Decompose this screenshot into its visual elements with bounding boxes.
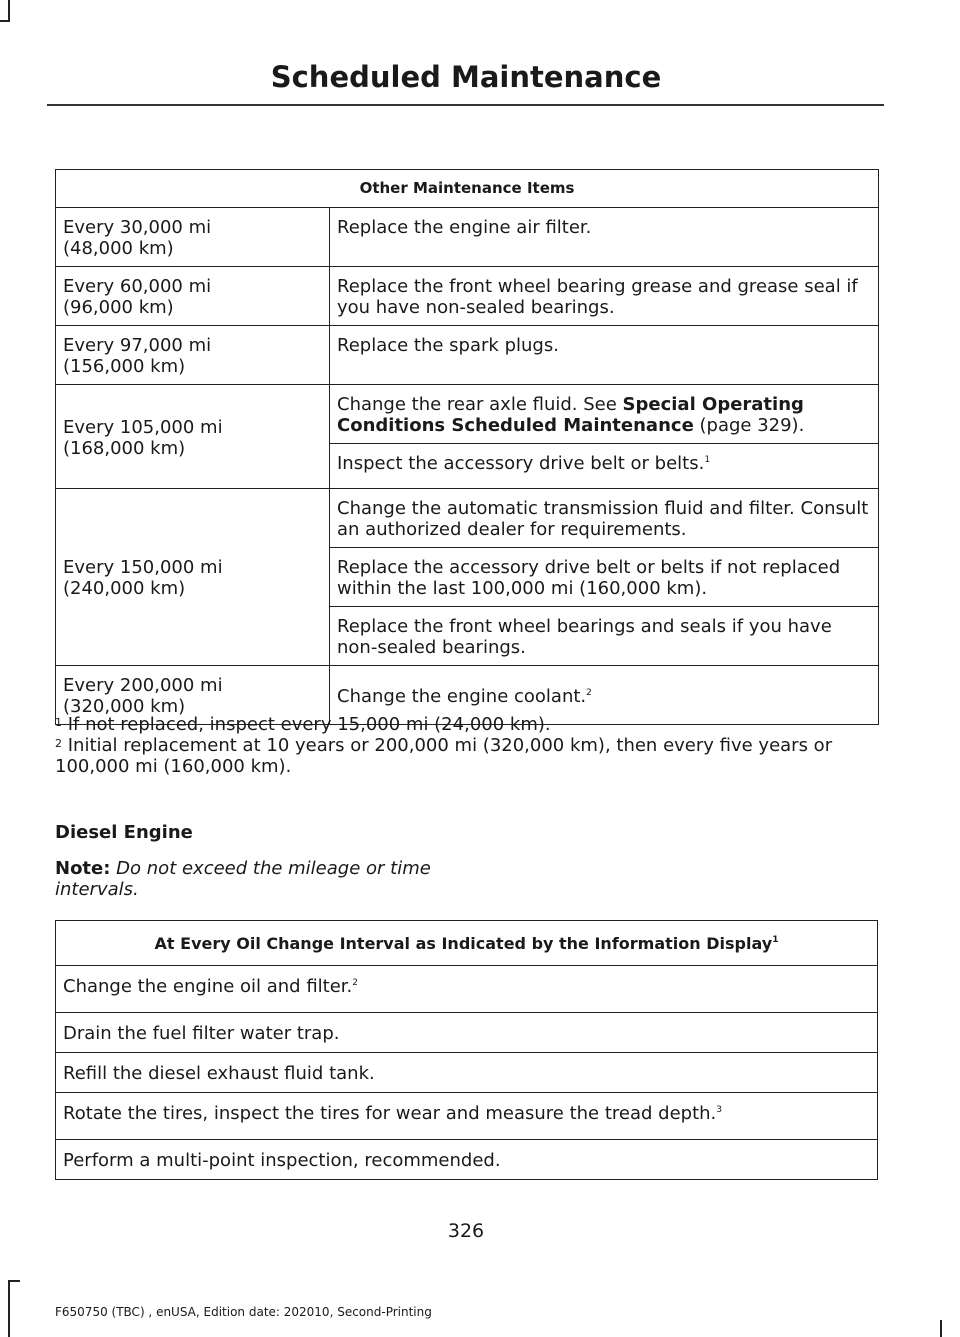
table-row bbox=[56, 1053, 878, 1093]
table-row bbox=[56, 966, 878, 1013]
item-cell: Change the engine oil and filter.$^2$ bbox=[56, 966, 878, 1013]
footnote-2: $^2$ Initial replacement at 10 years or 200,000 mi (320,000 km), then every five years or 100,000 mi (160,000 km). bbox=[55, 735, 833, 777]
item-cell: Replace the spark plugs. bbox=[330, 326, 879, 385]
footnote-marker: 1 bbox=[704, 455, 711, 465]
item-cell: Perform a multi-point inspection, recommended. bbox=[56, 1140, 878, 1180]
interval-cell: Every 60,000 mi (96,000 km) bbox=[56, 267, 330, 326]
table-caption: Other Maintenance Items bbox=[56, 170, 879, 208]
item-cell: Inspect the accessory drive belt or belts.$^1$ bbox=[330, 444, 879, 489]
footnote-marker: 2 bbox=[586, 687, 592, 698]
page-number: 326 bbox=[447, 1220, 485, 1242]
item-cell: Change the engine coolant.$^2$ bbox=[330, 666, 879, 725]
item-cell: Change the automatic transmission fluid and filter. Consult an authorized dealer for requirements. bbox=[330, 489, 879, 548]
interval-cell: Every 200,000 mi (320,000 km) bbox=[56, 666, 330, 725]
oil-change-table bbox=[55, 920, 878, 1180]
table-header-row bbox=[56, 921, 878, 966]
footnote-marker: 2 bbox=[352, 978, 359, 988]
item-cell: Replace the front wheel bearing grease and grease seal if you have non-sealed bearings. bbox=[330, 267, 879, 326]
crop-mark-top-left-v bbox=[8, 0, 10, 22]
page-title: Scheduled Maintenance bbox=[270, 60, 662, 94]
item-cell: Drain the fuel filter water trap. bbox=[56, 1013, 878, 1053]
item-cell: Refill the diesel exhaust fluid tank. bbox=[56, 1053, 878, 1093]
note-paragraph: Note: Do not exceed the mileage or time intervals. bbox=[55, 858, 431, 900]
table-caption: At Every Oil Change Interval as Indicated by the Information Display$^1$ bbox=[56, 921, 878, 966]
interval-cell: Every 97,000 mi (156,000 km) bbox=[56, 326, 330, 385]
table-row bbox=[56, 385, 879, 444]
item-cell: Replace the front wheel bearings and seals if you have non-sealed bearings. bbox=[330, 607, 879, 666]
item-cell: Replace the engine air filter. bbox=[330, 208, 879, 267]
footnote-1: $^1$ If not replaced, inspect every 15,000 mi (24,000 km). bbox=[55, 714, 551, 735]
crop-mark-top-left-h bbox=[0, 20, 10, 22]
interval-cell: Every 105,000 mi (168,000 km) bbox=[56, 385, 330, 489]
interval-cell: Every 150,000 mi (240,000 km) bbox=[56, 489, 330, 666]
table-row bbox=[56, 1140, 878, 1180]
cross-reference-link[interactable]: Special Operating Conditions Scheduled Maintenance bbox=[337, 394, 804, 436]
header-divider bbox=[47, 104, 884, 106]
section-heading: Diesel Engine bbox=[55, 822, 193, 843]
footnote-marker: 1 bbox=[772, 934, 779, 945]
crop-mark-bottom-left-v bbox=[8, 1280, 10, 1337]
item-cell: Change the rear axle fluid. See Special Operating Conditions Scheduled Maintenance (page 329). bbox=[330, 385, 879, 444]
other-maintenance-table bbox=[55, 169, 879, 725]
item-cell: Replace the accessory drive belt or belts if not replaced within the last 100,000 mi (160,000 km). bbox=[330, 548, 879, 607]
table-row bbox=[56, 1093, 878, 1140]
page-footer: F650750 (TBC) , enUSA, Edition date: 202010, Second-Printing bbox=[55, 1305, 432, 1319]
crop-mark-bottom-left-h bbox=[8, 1280, 20, 1282]
footnotes bbox=[55, 714, 885, 777]
footnote-marker: 3 bbox=[716, 1105, 722, 1115]
interval-cell: Every 30,000 mi (48,000 km) bbox=[56, 208, 330, 267]
table-row bbox=[56, 1013, 878, 1053]
table-header-row bbox=[56, 170, 879, 208]
table-row bbox=[56, 267, 879, 326]
table-row bbox=[56, 489, 879, 548]
table-row bbox=[56, 326, 879, 385]
crop-mark-bottom-right-v bbox=[940, 1320, 942, 1337]
table-row bbox=[56, 208, 879, 267]
item-cell: Rotate the tires, inspect the tires for wear and measure the tread depth.$^3$ bbox=[56, 1093, 878, 1140]
